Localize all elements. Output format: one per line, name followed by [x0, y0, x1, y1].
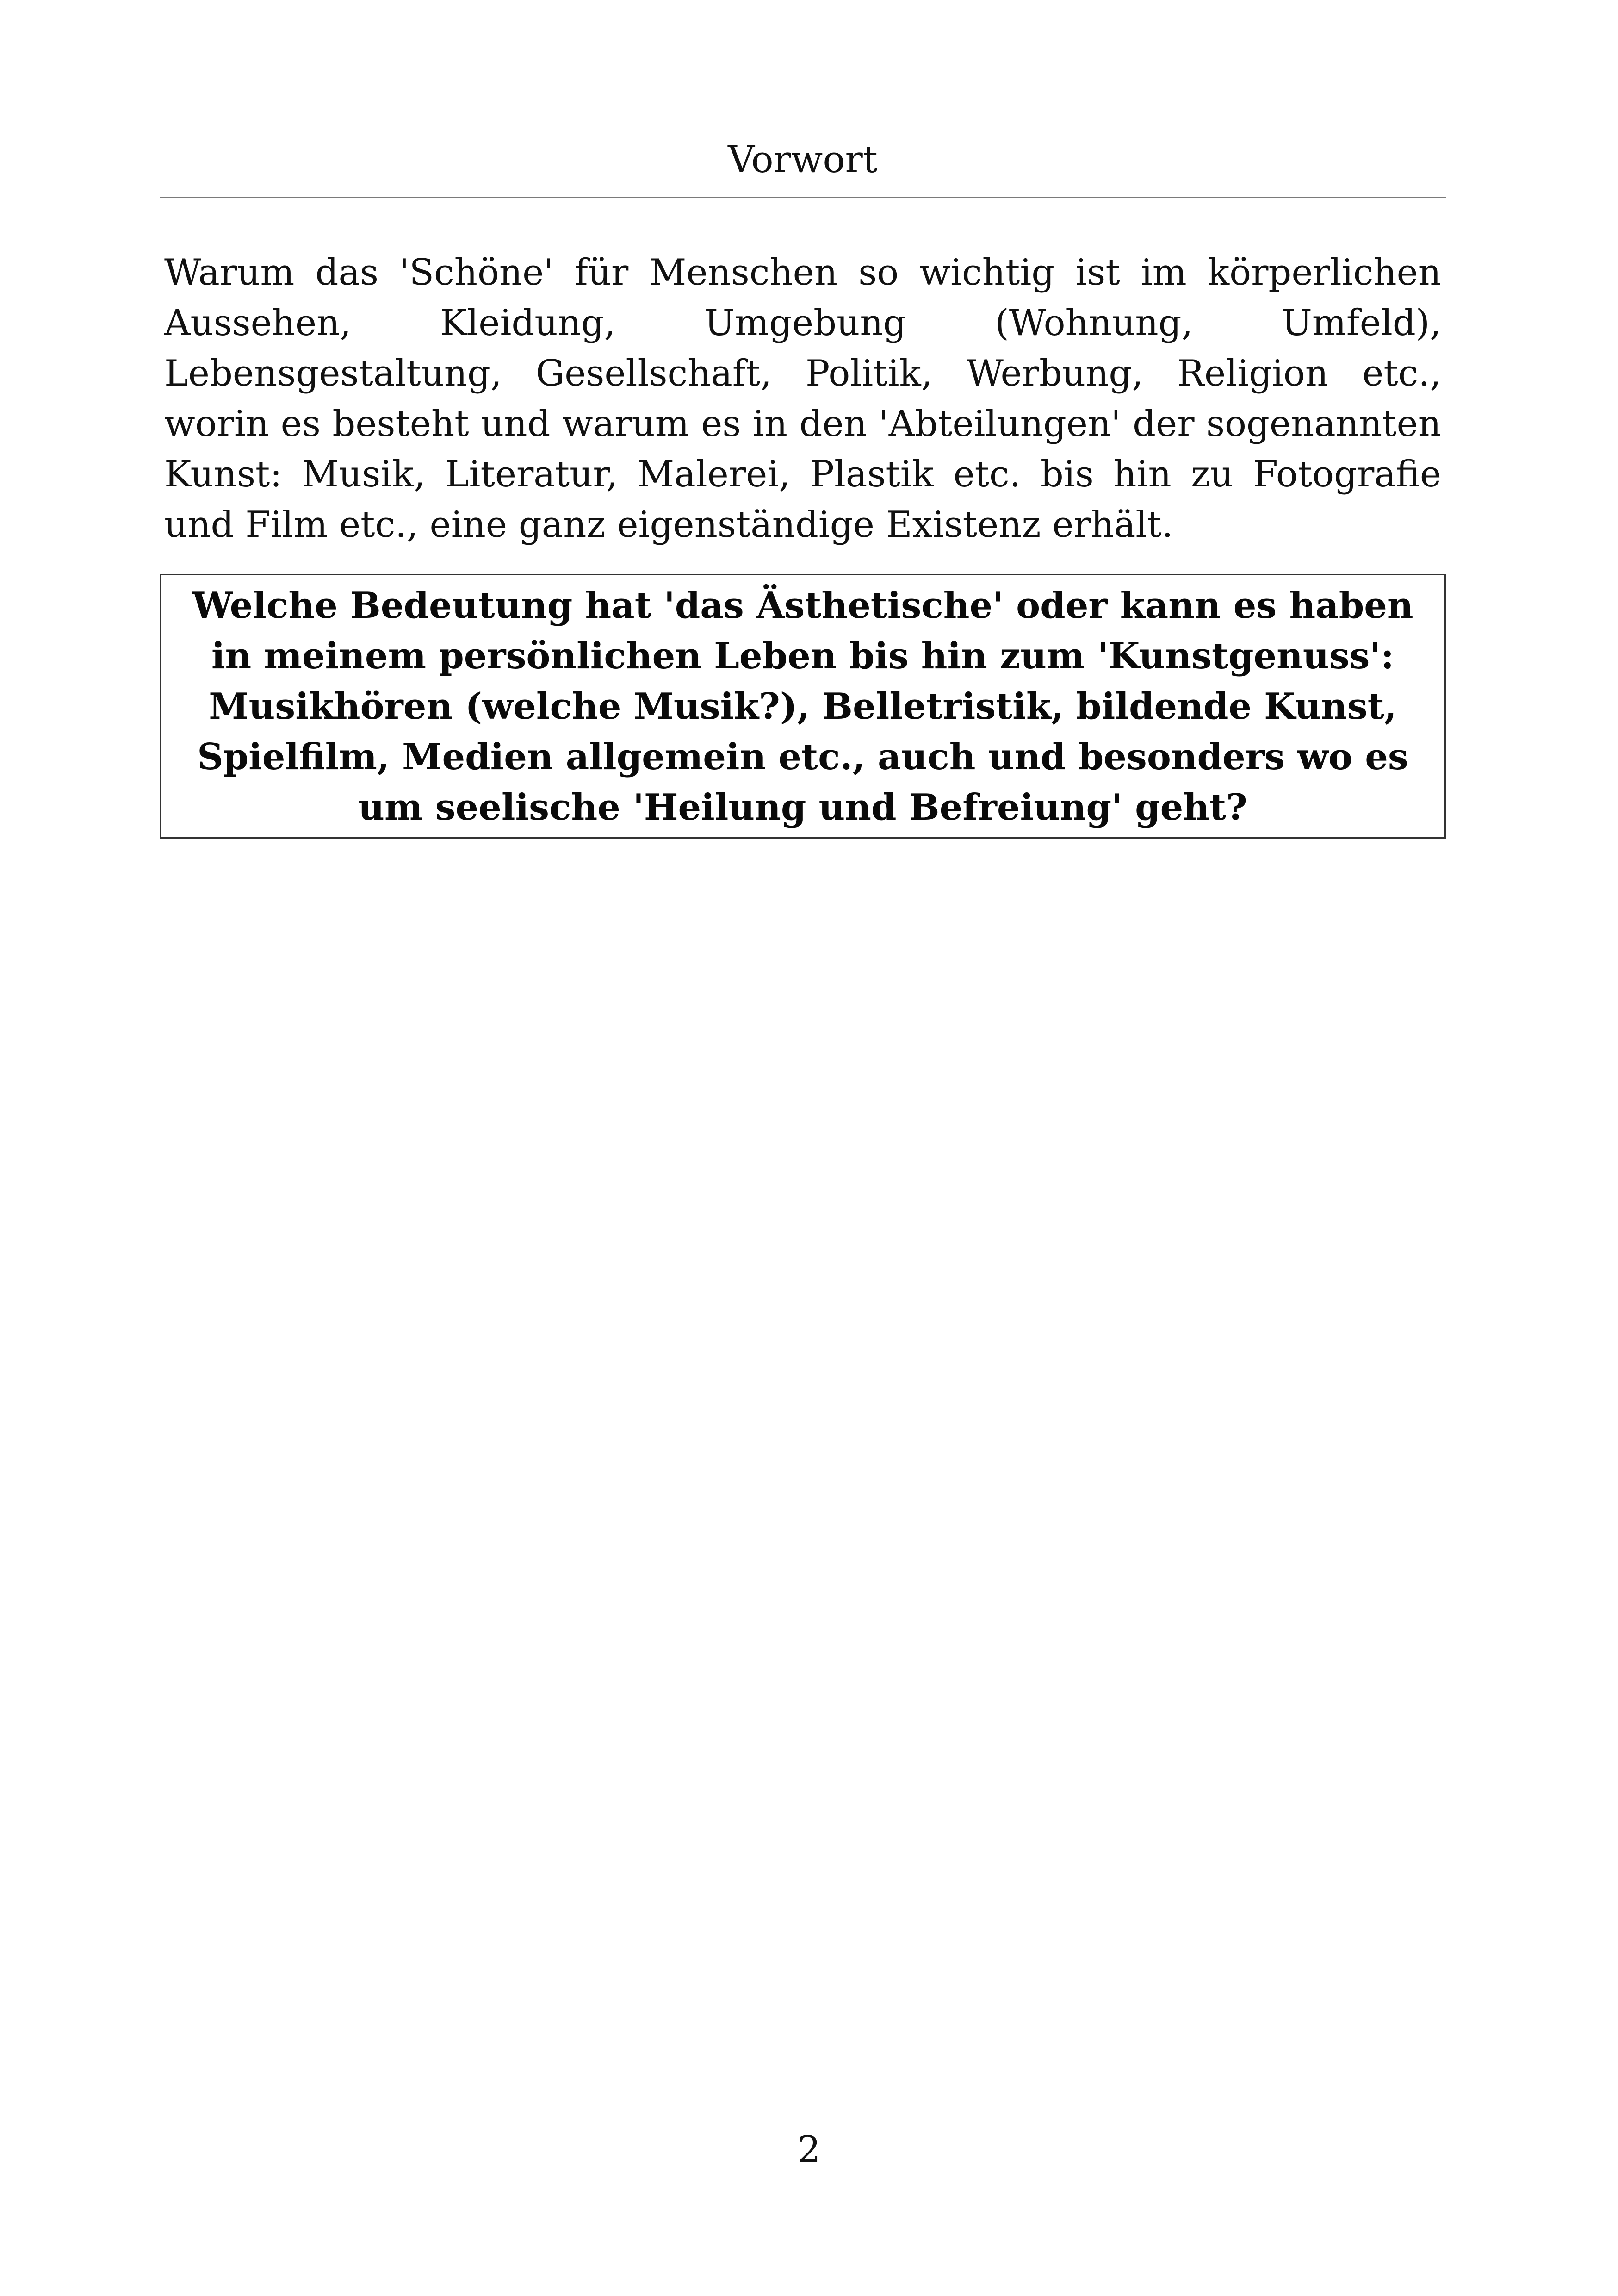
- header-rule: [160, 197, 1446, 198]
- intro-paragraph: Warum das 'Schöne' für Menschen so wichtig ist im körperlichen Aussehen, Kleidung, Umgebung (Wohnung, Umfeld), Lebensgestaltung, Gesellschaft, Politik, Werbung, Religion etc., worin es besteht und warum es in den 'Abteilungen' der sogenannten Kunst: Musik, Literatur, Malerei, Plastik etc. bis hin zu Fotografie und Film etc., eine ganz eigenständige Existenz erhält.: [164, 252, 1441, 546]
- running-header: Vorwort: [728, 138, 878, 181]
- question-box: [160, 574, 1446, 839]
- page-number: 2: [797, 2128, 821, 2171]
- question-text: Welche Bedeutung hat 'das Ästhetische' oder kann es haben in meinem persönlichen Leben bis hin zum 'Kunstgenuss': Musikhören (welche Musik?), Belletristik, bildende Kunst, Spielfilm, Medien allgemein etc., auch und besonders wo es um seelische 'Heilung und Befreiung' geht?: [192, 584, 1413, 828]
